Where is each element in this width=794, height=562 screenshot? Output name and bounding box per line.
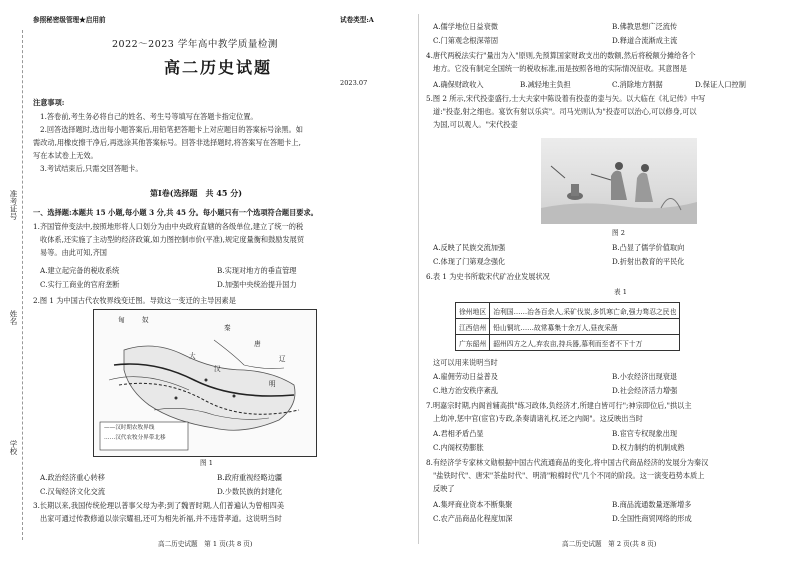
table-cell-record: 冶利国……冶各百余人,采矿伐炭,多饥寒亡命,强力骛忍之民也 xyxy=(490,303,680,319)
notice-title: 注意事项: xyxy=(33,98,65,107)
map-legend-item: ……汉代农牧分界带北移 xyxy=(104,435,166,441)
question-6-option-d: D.社会经济活力增强 xyxy=(612,386,678,395)
page-divider xyxy=(418,14,419,544)
question-1-option-a: A.建立起完备的税收系统 xyxy=(40,266,120,275)
table-row xyxy=(456,303,680,319)
question-4-option-c: C.消除地方割据 xyxy=(612,80,663,89)
question-5-option-c: C.体现了门第观念强化 xyxy=(433,257,506,266)
question-8-line: 反映了 xyxy=(433,484,455,493)
map-label: 唐 xyxy=(254,340,261,348)
question-2-option-c: C.汉匈经济文化交流 xyxy=(40,487,106,496)
question-3-option-d: D.释道合流渐成主流 xyxy=(612,36,678,45)
figure-2-caption: 图 2 xyxy=(612,229,625,237)
map-label: 辽 xyxy=(279,355,286,363)
question-8-option-b: B.商品流通数量逐渐增多 xyxy=(612,500,692,509)
question-8-option-d: D.全国性商贸网络的形成 xyxy=(612,514,692,523)
question-5-line: 为国,可以观人。"宋代投壶 xyxy=(433,120,518,129)
touhu-painting-image xyxy=(541,138,697,224)
question-4-line: 4.唐代两税法实行"量出为入"原则,先预算国家财政支出的数额,然后将税额分摊给各个 xyxy=(426,51,696,60)
page-1-footer: 高二历史试题 第 1 页(共 8 页) xyxy=(158,540,253,548)
question-2-stem: 2.图 1 为中国古代农牧界线变迁图。导致这一变迁的主导因素是 xyxy=(33,296,236,305)
question-2-option-b: B.政府重视经略边疆 xyxy=(217,473,283,482)
question-5-line: 道:"投壶,射之细也。宴饮有射以乐宾"。司马光则认为"投壶可以治心,可以修身,可以 xyxy=(433,107,697,116)
table-1-title: 表 1 xyxy=(614,288,627,296)
header-right: 试卷类型:A xyxy=(340,16,374,24)
table-row xyxy=(456,335,680,351)
question-6-follow: 这可以用来说明当时 xyxy=(433,358,498,367)
notice-line: 2.回答选择题时,选出每小题答案后,用铅笔把答题卡上对应题目的答案标号涂黑。如 xyxy=(40,125,303,134)
painting-drawing xyxy=(541,138,697,224)
map-label: 大 xyxy=(189,352,196,360)
notice-line: 1.答卷前,考生务必将自己的姓名、考生号等填写在答题卡指定位置。 xyxy=(40,112,258,121)
question-4-option-a: A.确保财政收入 xyxy=(433,80,484,89)
question-2-option-d: D.少数民族的封建化 xyxy=(217,487,283,496)
question-8-option-a: A.集坪商业资本不断集聚 xyxy=(433,500,513,509)
question-3-line: 出家可通过传教修道以崇宗耀祖,还可为相先祈福,并不违背孝道。这说明当时 xyxy=(40,514,282,523)
table-cell-region: 广东韶州 xyxy=(456,335,490,351)
exam-date: 2023.07 xyxy=(340,79,368,87)
question-6-option-b: B.小农经济出现衰退 xyxy=(612,372,678,381)
question-4-line: 地方。它没有制定全国统一的税收标准,而是按照各地的实际情况征收。其意图是 xyxy=(433,64,687,73)
question-1-line: 收体系,还实施了主动型的经济政策,如力图控制市价(平准),规定度量衡和鼓励发展贸 xyxy=(40,235,305,244)
question-4-option-b: B.减轻地主负担 xyxy=(520,80,571,89)
question-3-option-c: C.门第观念根深蒂固 xyxy=(433,36,499,45)
map-label: 明 xyxy=(269,380,276,388)
agro-pastoral-boundary-map xyxy=(93,309,317,457)
map-label: 匈 xyxy=(118,316,125,324)
question-8-option-c: C.农产品商品化程度加深 xyxy=(433,514,513,523)
page-2-footer: 高二历史试题 第 2 页(共 8 页) xyxy=(562,540,657,548)
section-title: 第Ⅰ卷(选择题 共 45 分) xyxy=(150,188,243,198)
page-title: 高二历史试题 xyxy=(164,58,273,77)
side-label-name: 姓名 xyxy=(9,310,18,325)
exam-subtitle: 2022～2023 学年高中教学质量检测 xyxy=(112,39,278,50)
question-8-line: 8.有经济学专家林文勋根据中国古代流通商品的变化,将中国古代商品经济的发展分为秦汉 xyxy=(426,458,709,467)
question-1-line: 1.齐国管仲变法中,按照地形将人口划分为由中央政府直辖的各级单位,建立了统一的税 xyxy=(33,222,304,231)
question-7-line: 上幼冲,惩中官(宦官)专政,条奏请诸礼权,还之内阁"。这反映出当时 xyxy=(433,414,643,423)
side-label-school: 学校 xyxy=(9,440,18,455)
map-label: 汉 xyxy=(214,365,221,373)
table-cell-record: 韶州四方之人,弃农亩,持兵器,慕利而至者不下十万 xyxy=(490,335,680,351)
question-3-line: 3.长期以来,我国传统伦理以普事父母为孝;到了魏晋时期,人们普遍认为曾相四美 xyxy=(33,501,285,510)
question-3-option-b: B.佛教思想广泛流传 xyxy=(612,22,678,31)
header-left: 参照秘密级管理★启用前 xyxy=(33,16,106,24)
question-5-option-b: B.凸显了儒学价值取向 xyxy=(612,243,685,252)
side-label-exam-number: 准考证号 xyxy=(9,190,18,220)
question-7-option-d: D.权力制约的机制成熟 xyxy=(612,443,685,452)
question-7-option-b: B.宦官专权现象出现 xyxy=(612,429,678,438)
question-4-option-d: D.保证人口控制 xyxy=(695,80,746,89)
figure-1-caption: 图 1 xyxy=(200,459,213,467)
map-label: 奴 xyxy=(142,316,149,324)
table-cell-region: 江西信州 xyxy=(456,319,490,335)
map-label: 秦 xyxy=(224,324,231,332)
question-2-option-a: A.政治经济重心转移 xyxy=(40,473,105,482)
question-1-option-d: D.加强中央统治提升国力 xyxy=(217,280,297,289)
notice-line: 写在本试卷上无效。 xyxy=(33,151,98,160)
table-row xyxy=(456,319,680,335)
mining-table xyxy=(455,302,680,351)
question-6-option-c: C.地方治安秩序紊乱 xyxy=(433,386,499,395)
table-cell-record: 铅山铜坑……故常募集十余万人,昼夜采凿 xyxy=(490,319,680,335)
question-5-line: 5.图 2 所示,宋代投壶盛行,士大夫家中陈设着有投壶的壶与矢。以大临在《礼记传》中写 xyxy=(426,94,706,103)
question-5-option-a: A.反映了民族交流加强 xyxy=(433,243,506,252)
question-7-option-a: A.君相矛盾凸显 xyxy=(433,429,484,438)
notice-line: 3.考试结束后,只需交回答题卡。 xyxy=(40,164,143,173)
notice-line: 需改动,用橡皮擦干净后,再选涂其他答案标号。回答非选择题时,将答案写在答题卡上, xyxy=(33,138,301,147)
section-intro: 一、选择题:本题共 15 小题,每小题 3 分,共 45 分。每小题只有一个选项符合题目要求。 xyxy=(33,208,318,217)
question-8-line: "盐铁时代"、唐宋"茶盐时代"、明清"粮棉时代"几个不同的阶段。这一演变趋势本质上 xyxy=(433,471,705,480)
binding-dash-line xyxy=(22,30,23,540)
map-legend-item: ——汉时期农牧界线 xyxy=(104,425,155,431)
question-1-line: 易等。由此可知,齐国 xyxy=(40,248,107,257)
question-7-line: 7.明嘉宗时期,内阁首辅高拱"练习政体,负经济才,所建白皆可行";神宗即位后,"拱以主 xyxy=(426,401,692,410)
question-6-option-a: A.雇佣劳动日益普及 xyxy=(433,372,498,381)
table-cell-region: 徐州地区 xyxy=(456,303,490,319)
question-7-option-c: C.内阁权势膨胀 xyxy=(433,443,484,452)
question-5-option-d: D.折射出教育的平民化 xyxy=(612,257,685,266)
question-6-stem: 6.表 1 为史书所载宋代矿冶业发展状况 xyxy=(426,272,550,281)
question-1-option-c: C.实行工商业的官府垄断 xyxy=(40,280,120,289)
question-3-option-a: A.儒学地位日益衰微 xyxy=(433,22,498,31)
question-1-option-b: B.实现对地方的垂直管理 xyxy=(217,266,297,275)
